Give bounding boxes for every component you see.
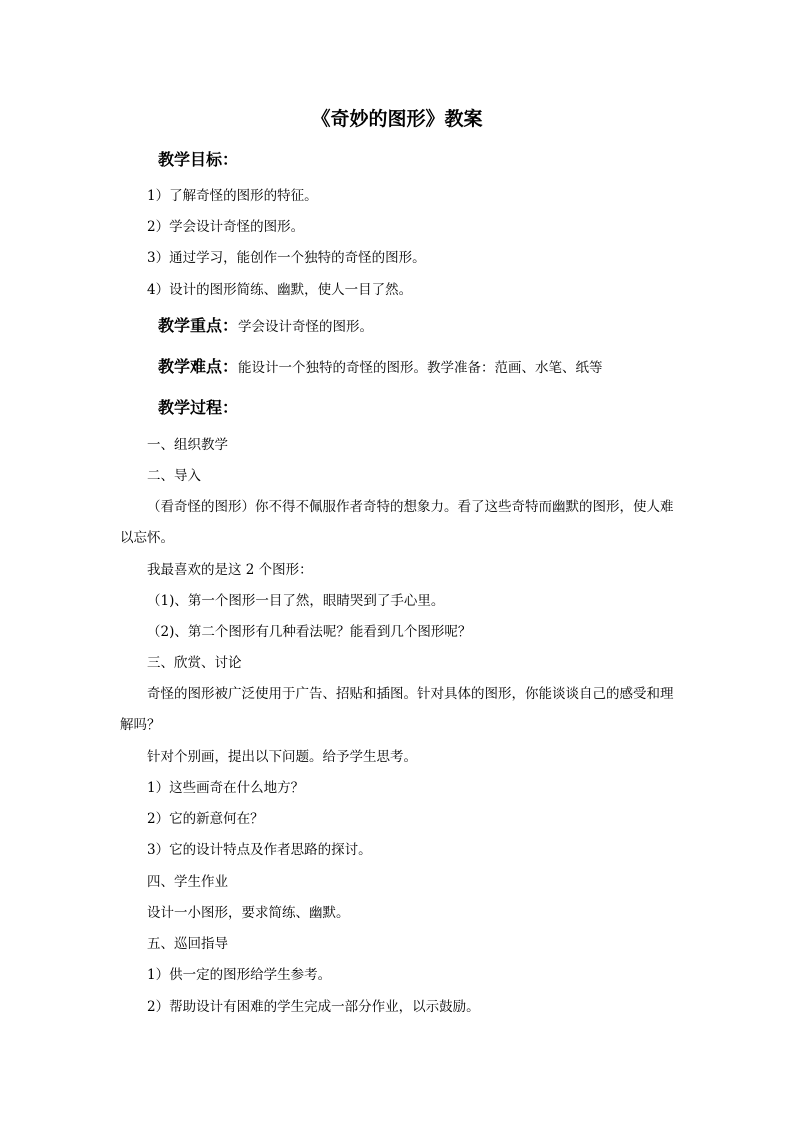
key-point-heading: 教学重点： — [158, 316, 239, 335]
paragraph: （看奇怪的图形）你不得不佩服作者奇特的想象力。看了这些奇特而幽默的图形，使人难以忘怀。 — [120, 499, 674, 546]
objective-item: 1）了解奇怪的图形的特征。 — [147, 188, 318, 204]
key-point-text: 学会设计奇怪的图形。 — [238, 319, 374, 335]
difficulty-row — [158, 357, 603, 378]
list-item: 2）它的新意何在？ — [147, 811, 264, 827]
key-point-row — [158, 316, 373, 337]
paragraph: 针对个别画，提出以下问题。给予学生思考。 — [147, 749, 417, 765]
list-item: 3）它的设计特点及作者思路的探讨。 — [147, 842, 372, 858]
paragraph: 我最喜欢的是这 2 个图形： — [147, 562, 313, 578]
section-heading: 二、导入 — [147, 468, 201, 484]
objective-item: 4）设计的图形简练、幽默，使人一目了然。 — [147, 282, 413, 298]
list-item: 1）供一定的图形给学生参考。 — [147, 967, 332, 983]
difficulty-text: 能设计一个独特的奇怪的图形。教学准备：范画、水笔、纸等 — [238, 360, 603, 376]
list-item: 1）这些画奇在什么地方？ — [147, 780, 305, 796]
difficulty-heading: 教学难点： — [158, 357, 239, 376]
list-item: （2)、第二个图形有几种看法呢？能看到几个图形呢？ — [147, 624, 472, 640]
list-item: （1)、第一个图形一目了然，眼睛哭到了手心里。 — [147, 593, 445, 609]
section-heading: 三、欣赏、讨论 — [147, 655, 242, 671]
paragraph: 奇怪的图形被广泛使用于广告、招贴和插图。针对具体的图形，你能谈谈自己的感受和理解吗？ — [120, 686, 674, 733]
section-heading: 五、巡回指导 — [147, 936, 228, 952]
document-title: 《奇妙的图形》教案 — [311, 108, 483, 130]
process-heading: 教学过程： — [158, 398, 239, 417]
objective-item: 3）通过学习，能创作一个独特的奇怪的图形。 — [147, 250, 426, 266]
objective-item: 2）学会设计奇怪的图形。 — [147, 219, 305, 235]
list-item: 2）帮助设计有困难的学生完成一部分作业，以示鼓励。 — [147, 999, 480, 1015]
section-heading: 一、组织教学 — [147, 437, 228, 453]
section-heading: 四、学生作业 — [147, 874, 228, 890]
objectives-heading: 教学目标： — [158, 150, 239, 169]
paragraph: 设计一小图形，要求简练、幽默。 — [147, 905, 350, 921]
